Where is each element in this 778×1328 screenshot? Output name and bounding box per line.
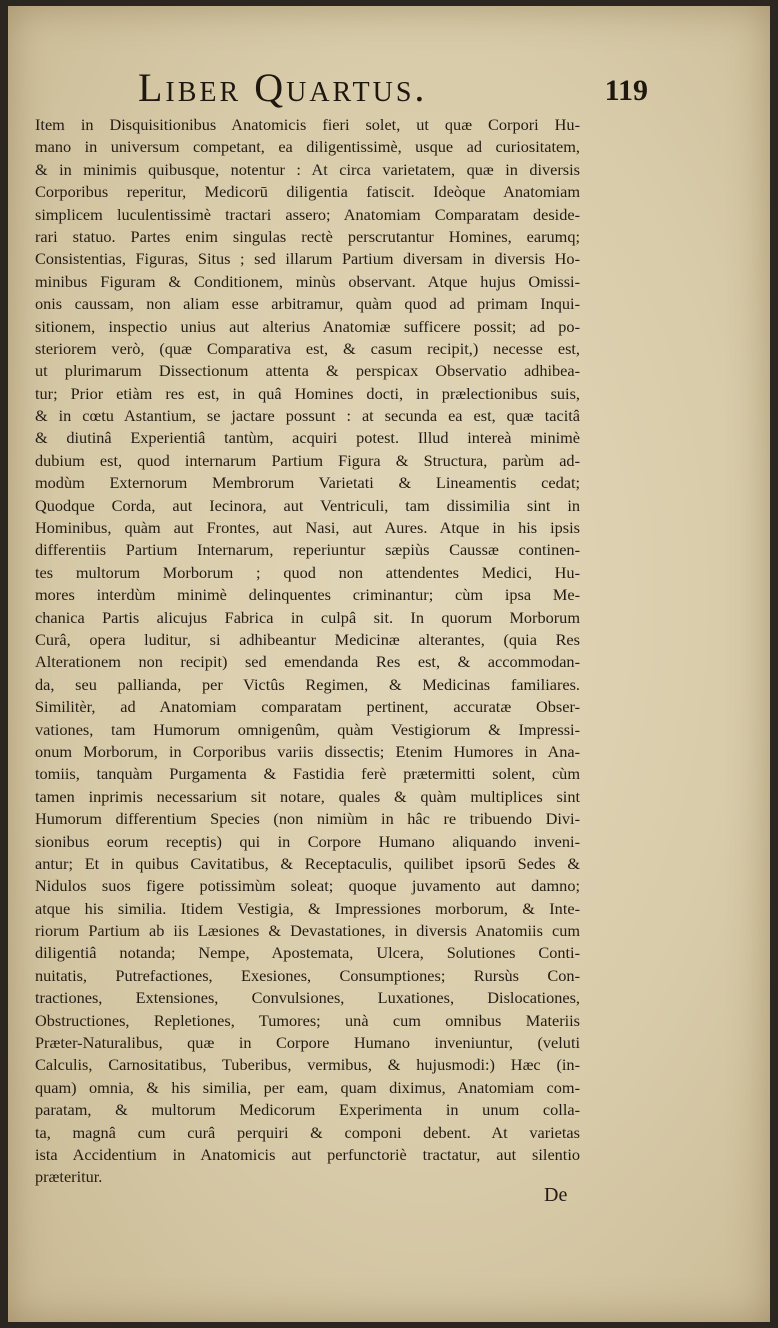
text-line: modùm Externorum Membrorum Varietati & Lineamentis cedat; [35, 473, 580, 493]
text-line: paratam, & multorum Medicorum Experimenta in unum colla- [35, 1100, 580, 1120]
text-line: sionibus eorum receptis) qui in Corpore Humano aliquando inveni- [35, 831, 580, 851]
text-line: mano in universum competant, ea diligentissimè, usque ad curiositatem, [35, 137, 580, 157]
text-line: antur; Et in quibus Cavitatibus, & Receptaculis, quilibet ipsorū Sedes & [35, 853, 580, 873]
text-line: onis caussam, non aliam esse arbitramur, quàm quod ad primam Inqui- [35, 294, 580, 314]
text-line: simplicem luculentissimè tractari assero; Anatomiam Comparatam deside- [35, 204, 580, 224]
text-line: onum Morborum, in Corporibus variis dissectis; Etenim Humores in Ana- [35, 741, 580, 761]
text-line: Humorum differentium Species (non nimiùm in hâc re tribuendo Divi- [35, 809, 580, 829]
book-page [8, 6, 770, 1322]
text-line: præteritur. [35, 1167, 103, 1187]
text-line: & diutinâ Experientiâ tantùm, acquiri potest. Illud intereà minimè [35, 428, 580, 448]
page-number: 119 [604, 74, 648, 107]
text-line: ut plurimarum Dissectionum attenta & perspicax Observatio adhibea- [35, 361, 580, 381]
text-line: Calculis, Carnositatibus, Tuberibus, vermibus, & hujusmodi:) Hæc (in- [35, 1055, 580, 1075]
text-line: ista Accidentium in Anatomicis aut perfunctoriè tractatur, aut silentio [35, 1144, 580, 1164]
text-line: ta, magnâ cum curâ perquiri & componi debent. At varietas [35, 1122, 580, 1142]
text-line: vationes, tam Humorum omnigenûm, quàm Vestigiorum & Impressi- [35, 719, 580, 739]
text-line: Consistentias, Figuras, Situs ; sed illarum Partium diversam in diversis Ho- [35, 249, 580, 269]
text-line: Alterationem non recipit) sed emendanda Res est, & accommodan- [35, 652, 580, 672]
text-line: dubium est, quod internarum Partium Figura & Structura, parùm ad- [35, 450, 580, 470]
text-line: Item in Disquisitionibus Anatomicis fieri solet, ut quæ Corpori Hu- [35, 115, 580, 134]
text-line: atque his similia. Itidem Vestigia, & Impressiones morborum, & Inte- [35, 898, 580, 918]
text-line: mores interdùm minimè delinquentes criminantur; cùm ipsa Me- [35, 585, 580, 605]
text-line: & in minimis quibusque, notentur : At circa varietatem, quæ in diversis [35, 159, 580, 179]
text-line: Quodque Corda, aut Iecinora, aut Ventriculi, tam dissimilia sint in [35, 495, 580, 515]
text-line: Similitèr, ad Anatomiam comparatam pertinent, accuratæ Obser- [35, 697, 580, 717]
text-line: tamen inprimis necessarium sit notare, quales & quàm multiplices sint [35, 786, 580, 806]
text-line: da, seu palliandа, per Victûs Regimen, & Medicinas familiares. [35, 674, 580, 694]
text-line: tomiis, tanquàm Purgamenta & Fastidia ferè prætermitti solent, cùm [35, 764, 580, 784]
text-line: rari statuo. Partes enim singulas rectè perscrutantur Homines, earumq; [35, 226, 580, 246]
text-line: tractiones, Extensiones, Convulsiones, Luxationes, Dislocationes, [35, 988, 580, 1008]
text-line: riorum Partium ab iis Læsiones & Devastationes, in diversis Anatomiis cum [35, 921, 580, 941]
text-line: Curâ, opera luditur, si adhibeantur Medicinæ alterantes, (quia Res [35, 629, 580, 649]
text-line: sitionem, inspectio unius aut alterius Anatomiæ sufficere possit; ad po- [35, 316, 580, 336]
text-line: Hominibus, quàm aut Frontes, aut Nasi, aut Aures. Atque in his ipsis [35, 518, 580, 538]
text-line: & in cœtu Astantium, se jactare possunt : at secunda ea est, quæ tacitâ [35, 406, 580, 426]
text-line: Obstructiones, Repletiones, Tumores; unà cum omnibus Materiis [35, 1010, 580, 1030]
text-line: diligentiâ notanda; Nempe, Apostemata, Ulcera, Solutiones Conti- [35, 943, 580, 963]
text-line: nuitatis, Putrefactiones, Exesiones, Consumptiones; Rursùs Con- [35, 965, 580, 985]
body-text [35, 114, 580, 1189]
text-line: Corporibus reperitur, Medicorū diligentia fatiscit. Ideòque Anatomiam [35, 182, 580, 202]
text-line: steriorem verò, (quæ Comparativa est, & casum recipit,) necesse est, [35, 338, 580, 358]
catchword: De [544, 1184, 568, 1206]
text-line: Præter-Naturalibus, quæ in Corpore Humano inveniuntur, (veluti [35, 1033, 580, 1053]
running-title: Liber Quartus. [138, 65, 428, 110]
text-line: tur; Prior etiàm res est, in quâ Homines docti, in prælectionibus suis, [35, 383, 580, 403]
text-line: quam) omnia, & his similia, per eam, quam diximus, Anatomiam com- [35, 1077, 580, 1097]
text-line: differentiis Partium Internarum, reperiuntur sæpiùs Caussæ continen- [35, 540, 580, 560]
text-line: minibus Figuram & Conditionem, minùs observant. Atque hujus Omissi- [35, 271, 580, 291]
text-line: chanica Partis alicujus Fabrica in culpâ sit. In quorum Morborum [35, 607, 580, 627]
text-line: tes multorum Morborum ; quod non attendentes Medici, Hu- [35, 562, 580, 582]
text-line: Nidulos suos figere potissimùm soleat; quoque juvamento aut damno; [35, 876, 580, 896]
